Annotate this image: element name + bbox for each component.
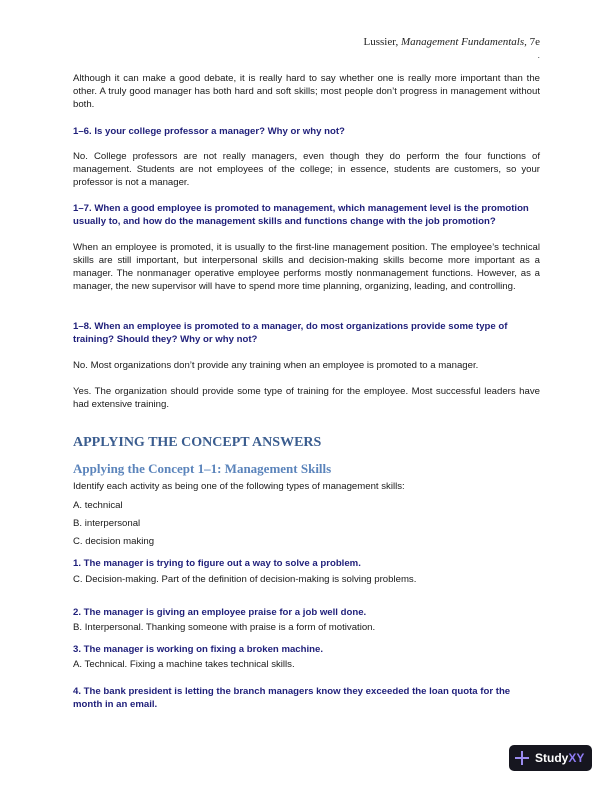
item-2-answer: B. Interpersonal. Thanking someone with praise is a form of motivation. xyxy=(73,622,376,633)
item-3-answer: A. Technical. Fixing a machine takes technical skills. xyxy=(73,659,295,670)
answer-1-8-no: No. Most organizations don’t provide any training when an employee is promoted to a manager. xyxy=(73,360,479,371)
header-author: Lussier, xyxy=(363,36,401,48)
header-edition: 7e xyxy=(526,36,540,48)
option-b: B. interpersonal xyxy=(73,518,141,529)
item-1-answer: C. Decision-making. Part of the definition of decision-making is solving problems. xyxy=(73,574,417,585)
item-3-question: 3. The manager is working on fixing a broken machine. xyxy=(73,644,324,655)
plus-icon xyxy=(515,751,529,765)
running-header xyxy=(364,36,540,48)
option-a: A. technical xyxy=(73,500,123,511)
question-1-6: 1–6. Is your college professor a manager? Why or why not? xyxy=(73,126,345,137)
header-dot: . xyxy=(537,50,540,60)
answer-1-7: When an employee is promoted, it is usually to the first-line management position. The employee’s technical skills are still important, but interpersonal skills and decision-making skills become more important as a manager. The nonmanager operative employee performs mostly nonmanagement functions. However, as a manager, the new supervisor will have to spend more time planning, organizing, leading, and controlling. xyxy=(73,242,540,292)
item-1-question: 1. The manager is trying to figure out a way to solve a problem. xyxy=(73,558,361,569)
answer-1-8-yes: Yes. The organization should provide some type of training for the employee. Most successful leaders have had extensive training. xyxy=(73,386,540,410)
badge-text-study: Study xyxy=(535,751,569,765)
paragraph: Although it can make a good debate, it is really hard to say whether one is really more important than the other. A truly good manager has both hard and soft skills; most people don’t progress in management without both. xyxy=(73,73,540,110)
option-c: C. decision making xyxy=(73,536,155,547)
question-1-7: 1–7. When a good employee is promoted to management, which management level is the promotion usually to, and how do the management skills and functions change with the job promotion? xyxy=(73,203,529,227)
studyxy-badge[interactable] xyxy=(509,745,592,771)
section-subheading: Applying the Concept 1–1: Management Skills xyxy=(73,461,332,476)
section-intro: Identify each activity as being one of the following types of management skills: xyxy=(73,481,405,492)
section-heading: APPLYING THE CONCEPT ANSWERS xyxy=(73,435,322,450)
question-1-8: 1–8. When an employee is promoted to a manager, do most organizations provide some type of training? Should they? Why or why not? xyxy=(73,321,508,345)
item-4-question: 4. The bank president is letting the branch managers know they exceeded the loan quota for the month in an email. xyxy=(73,686,511,710)
badge-text xyxy=(535,751,584,765)
answer-1-6: No. College professors are not really managers, even though they do perform the four functions of management. Students are not employees of the college; in essence, students are customers, so your professor is not a manager. xyxy=(73,151,540,188)
header-book: Management Fundamentals, xyxy=(400,36,527,48)
item-2-question: 2. The manager is giving an employee praise for a job well done. xyxy=(73,607,367,618)
badge-text-xy: XY xyxy=(568,751,585,765)
